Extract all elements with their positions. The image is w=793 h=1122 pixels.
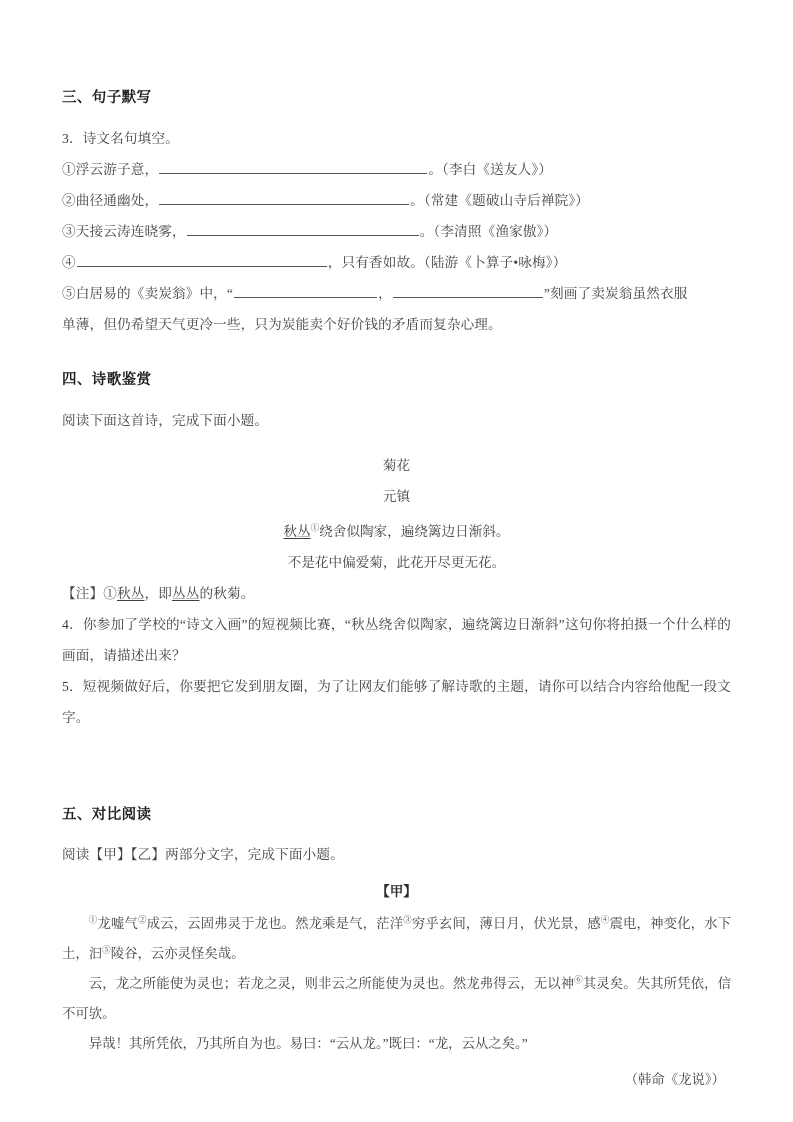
section-heading-comparative: 五、对比阅读	[62, 806, 152, 823]
answer-blank[interactable]	[393, 282, 543, 298]
note-term: 秋丛	[116, 585, 145, 601]
footnote-marker: ①	[310, 521, 320, 532]
answer-blank[interactable]	[234, 282, 377, 298]
item-text-before: 浮云游子意，	[75, 161, 159, 177]
item-text-after: 。	[410, 192, 424, 208]
passage-paragraph-1	[62, 909, 731, 969]
item-text-part2: ，	[378, 285, 392, 301]
poem-note	[62, 578, 731, 609]
passage-paragraph-2	[62, 969, 731, 1029]
passage-seg: 震电，神变化，水下土，汩	[62, 916, 731, 962]
item-text-before: 天接云涛连晓雾，	[75, 223, 186, 239]
passage-seg: 云，龙之所能使为灵也；若龙之灵，则非云之所能使为灵也。然龙弗得云，无以神	[88, 976, 575, 992]
footnote-marker: ②	[137, 914, 147, 925]
dictation-prompt: 3．诗文名句填空。	[62, 130, 179, 146]
note-text-a: ，即	[144, 585, 172, 601]
passage-seg: 其灵矣。失其所凭依，信不可欤。	[62, 976, 731, 1022]
item-attribution: （李白《送友人》）	[441, 161, 553, 177]
item-attribution: （常建《题破山寺后禅院》）	[423, 192, 590, 208]
dictation-item-5	[62, 278, 731, 309]
passage-paragraph-3: 异哉！其所凭依，乃其所自为也。易曰：“云从龙。”既曰：“龙，云从之矣。”	[88, 1036, 528, 1052]
answer-blank[interactable]	[159, 189, 409, 205]
answer-blank[interactable]	[77, 251, 327, 267]
item-marker: ①	[62, 161, 76, 177]
dictation-item-5-continued: 单薄，但仍希望天气更冷一些，只为炭能卖个好价钱的矛盾而复杂心理。	[62, 316, 502, 332]
dictation-item-3	[62, 216, 731, 247]
footnote-marker: ③	[403, 914, 412, 925]
item-attribution: （李清照《渔家傲》）	[433, 223, 558, 239]
note-marker: ①	[103, 585, 117, 601]
answer-blank[interactable]	[187, 220, 419, 236]
footnote-marker: ①	[88, 914, 98, 925]
poem-line-1-text: 绕舍似陶家，遍绕篱边日渐斜。	[319, 523, 510, 539]
item-text-before: 曲径通幽处，	[75, 192, 159, 208]
question-4: 4．你参加了学校的“诗文入画”的短视频比赛，“秋丛绕舍似陶家，遍绕篱边日渐斜”这句你将拍摄一个什么样的画面，请描述出来？	[62, 616, 731, 663]
section-heading-dictation: 三、句子默写	[62, 90, 152, 106]
item-marker: ②	[62, 192, 76, 208]
item-text-part1: 白居易的《卖炭翁》中，“	[75, 285, 234, 301]
note-label: 【注】	[62, 585, 104, 601]
poetry-prompt: 阅读下面这首诗，完成下面小题。	[62, 412, 269, 428]
poem-line-1	[62, 516, 731, 547]
dictation-item-1	[62, 154, 731, 185]
question-5: 5．短视频做好后，你要把它发到朋友圈，为了让网友们能够了解诗歌的主题，请你可以结合内容给他配一段文字。	[62, 678, 731, 725]
dictation-item-4	[62, 247, 731, 278]
poem-term-qiucong: 秋丛	[283, 523, 311, 539]
item-text-after: 。	[428, 161, 442, 177]
footnote-marker: ⑥	[574, 974, 583, 985]
passage-label-jia: 【甲】	[376, 884, 417, 900]
item-text-part3: ”刻画了卖炭翁虽然衣服	[543, 285, 688, 301]
note-text-b: 的秋菊。	[199, 585, 255, 601]
note-term-2: 丛丛	[171, 585, 200, 601]
passage-attribution: （韩命《龙说》）	[624, 1072, 725, 1088]
section-heading-poetry: 四、诗歌鉴赏	[62, 371, 152, 388]
footnote-marker: ⑤	[102, 944, 111, 955]
item-marker: ⑤	[62, 285, 76, 301]
comparative-prompt: 阅读【甲】【乙】两部分文字，完成下面小题。	[62, 847, 344, 863]
answer-blank[interactable]	[159, 158, 427, 174]
item-marker: ④	[62, 254, 76, 270]
item-marker: ③	[62, 223, 76, 239]
passage-seg: 龙嘘气	[97, 916, 138, 932]
poem-author: 元镇	[382, 488, 411, 504]
item-attribution: （陆游《卜算子•咏梅》）	[423, 254, 567, 270]
poem-line-2: 不是花中偏爱菊，此花开尽更无花。	[287, 554, 506, 570]
passage-seg: 穷乎玄间，薄日月，伏光景，感	[411, 916, 601, 932]
item-text-after: 。	[419, 223, 434, 239]
passage-seg: 陵谷，云亦灵怪矣哉。	[110, 946, 245, 962]
item-text-after: ，只有香如故。	[327, 254, 424, 270]
dictation-item-2	[62, 185, 731, 216]
footnote-marker: ④	[600, 914, 610, 925]
passage-seg: 成云，云固弗灵于龙也。然龙乘是气，茫洋	[146, 916, 404, 932]
poem-title: 菊花	[382, 457, 411, 473]
